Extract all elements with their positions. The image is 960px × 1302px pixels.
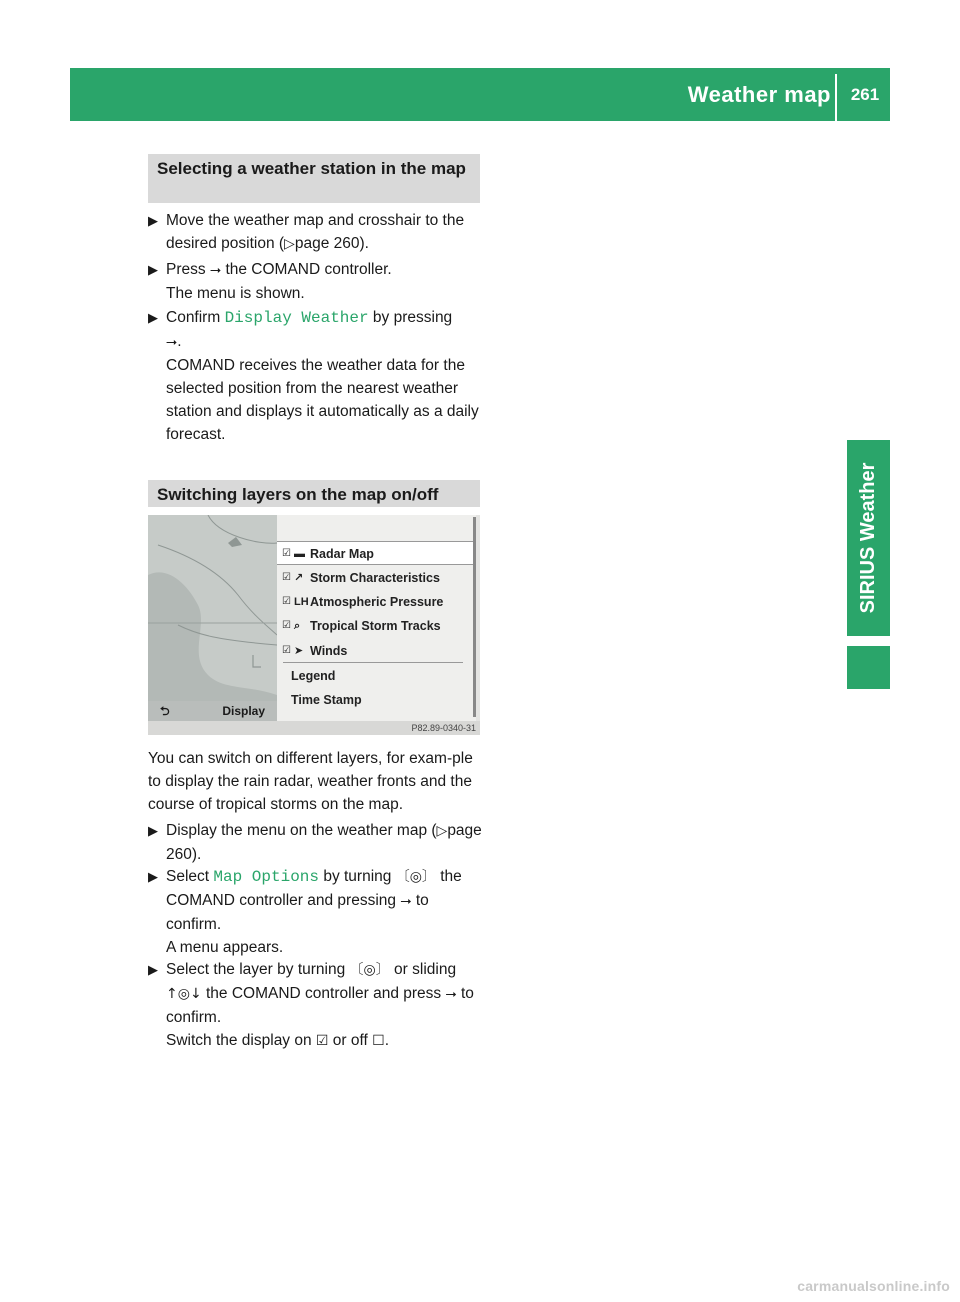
- section-heading-selecting-station: Selecting a weather station in the map: [148, 154, 480, 203]
- menu-scrollbar[interactable]: [473, 517, 476, 717]
- menu-item-label: Atmospheric Pressure: [310, 595, 444, 609]
- pressure-icon: LH: [294, 596, 309, 608]
- checkbox-icon: ☑: [282, 548, 291, 559]
- menu-item-label: Time Stamp: [291, 693, 362, 707]
- section-tab: [847, 440, 890, 636]
- checkbox-icon: ☑: [282, 620, 291, 631]
- step-text: Confirm: [166, 309, 225, 326]
- menu-item-label: Winds: [310, 644, 348, 658]
- page-reference-icon: ▷: [284, 236, 295, 252]
- press-controller-icon: ⭢: [209, 262, 222, 278]
- step-result: The menu is shown.: [166, 285, 305, 302]
- section-tab-marker: [847, 646, 890, 689]
- menu-item-label: Storm Characteristics: [310, 571, 440, 585]
- step-result: A menu appears.: [166, 939, 284, 956]
- wind-icon: ➤: [294, 645, 304, 657]
- step-display-menu: [148, 819, 484, 866]
- press-controller-icon: ⭢: [166, 334, 178, 350]
- step-arrow-icon: ▶: [148, 310, 158, 325]
- step-confirm-display-weather: [148, 306, 484, 446]
- step-text: page 260).: [166, 822, 482, 863]
- map-softkey-bar: [148, 701, 277, 721]
- page-title: Weather map: [687, 82, 831, 107]
- header-bar: [70, 68, 890, 121]
- page-reference-icon: ▷: [436, 823, 448, 839]
- menu-item-winds[interactable]: [277, 639, 476, 663]
- watermark: carmanualsonline.info: [797, 1278, 950, 1294]
- press-controller-icon: ⭢: [400, 893, 412, 909]
- step-result: Switch the display on: [166, 1032, 316, 1049]
- checkbox-icon: ☑: [282, 645, 291, 656]
- step-arrow-icon: ▶: [148, 869, 158, 884]
- figure-caption-strip: [148, 721, 480, 735]
- menu-item-atmospheric-pressure[interactable]: [277, 590, 476, 614]
- menu-item-legend[interactable]: [277, 664, 476, 688]
- step-text: or sliding: [389, 961, 457, 978]
- step-text: Press: [166, 261, 210, 278]
- step-text: page 260).: [294, 235, 369, 252]
- step-text: Move the weather map and crosshair to the desired position (: [166, 212, 465, 252]
- slide-controller-icon: ↑◎↓: [166, 986, 202, 1002]
- step-result: or off: [328, 1032, 373, 1049]
- step-text: by pressing: [368, 309, 453, 326]
- step-move-map: [148, 209, 484, 256]
- turn-controller-icon: 〔◎〕: [349, 962, 390, 978]
- press-controller-icon: ⭢: [445, 986, 457, 1002]
- figure-id: P82.89-0340-31: [411, 723, 476, 733]
- menu-item-storm-characteristics[interactable]: [277, 566, 476, 590]
- step-arrow-icon: ▶: [148, 962, 158, 977]
- step-text: Select: [166, 868, 214, 885]
- menu-item-code: Map Options: [213, 868, 320, 886]
- step-result: .: [384, 1032, 390, 1049]
- step-arrow-icon: ▶: [148, 213, 158, 228]
- step-select-map-options: [148, 865, 484, 959]
- step-text: the COMAND controller and pressing: [166, 868, 462, 909]
- intro-paragraph: You can switch on different layers, for exam-ple to display the rain radar, weather fronts and the course of tropical storms on the map.: [148, 750, 473, 813]
- menu-item-label: Tropical Storm Tracks: [310, 619, 441, 633]
- step-arrow-icon: ▶: [148, 262, 158, 277]
- weather-map-image: [148, 515, 277, 701]
- menu-screenshot: [148, 515, 480, 735]
- header-divider: [835, 74, 837, 121]
- back-icon[interactable]: ⮌: [160, 704, 170, 718]
- radar-icon: ▬: [294, 548, 305, 560]
- section-heading-switching-layers: Switching layers on the map on/off: [148, 480, 480, 507]
- menu-divider: [283, 662, 463, 663]
- menu-item-label: Legend: [291, 669, 336, 683]
- storm-track-icon: ⌕: [294, 620, 301, 632]
- step-text: the COMAND controller.: [221, 261, 392, 278]
- checkbox-checked-icon: ☑: [315, 1033, 329, 1049]
- menu-item-code: Display Weather: [224, 309, 369, 327]
- menu-item-radar-map[interactable]: [277, 541, 476, 565]
- page-number: 261: [850, 85, 880, 104]
- step-text: by turning: [319, 868, 396, 885]
- step-press-controller: [148, 258, 484, 305]
- layer-menu: [277, 515, 476, 721]
- menu-item-label: Radar Map: [310, 547, 374, 561]
- turn-controller-icon: 〔◎〕: [395, 869, 436, 885]
- menu-item-tropical-storm-tracks[interactable]: [277, 614, 476, 638]
- step-text: the COMAND controller and press: [201, 985, 446, 1002]
- section-tab-label: SIRIUS Weather: [857, 462, 879, 614]
- step-result: COMAND receives the weather data for the selected position from the nearest weather station and displays it automatically as a daily forecast.: [166, 357, 479, 443]
- step-text: Display the menu on the weather map (: [166, 822, 437, 839]
- step-text: to confirm.: [166, 892, 429, 933]
- step-arrow-icon: ▶: [148, 823, 158, 838]
- step-text: .: [177, 333, 182, 350]
- step-select-layer: [148, 958, 484, 1053]
- menu-item-time-stamp[interactable]: [277, 688, 476, 712]
- storm-icon: ↗: [294, 572, 304, 584]
- map-outline: [148, 515, 277, 701]
- checkbox-icon: ☑: [282, 572, 291, 583]
- step-text: to confirm.: [166, 985, 474, 1026]
- step-text: Select the layer by turning: [166, 961, 350, 978]
- checkbox-icon: ☑: [282, 596, 291, 607]
- checkbox-empty-icon: ☐: [372, 1033, 385, 1049]
- display-softkey[interactable]: Display: [222, 704, 265, 718]
